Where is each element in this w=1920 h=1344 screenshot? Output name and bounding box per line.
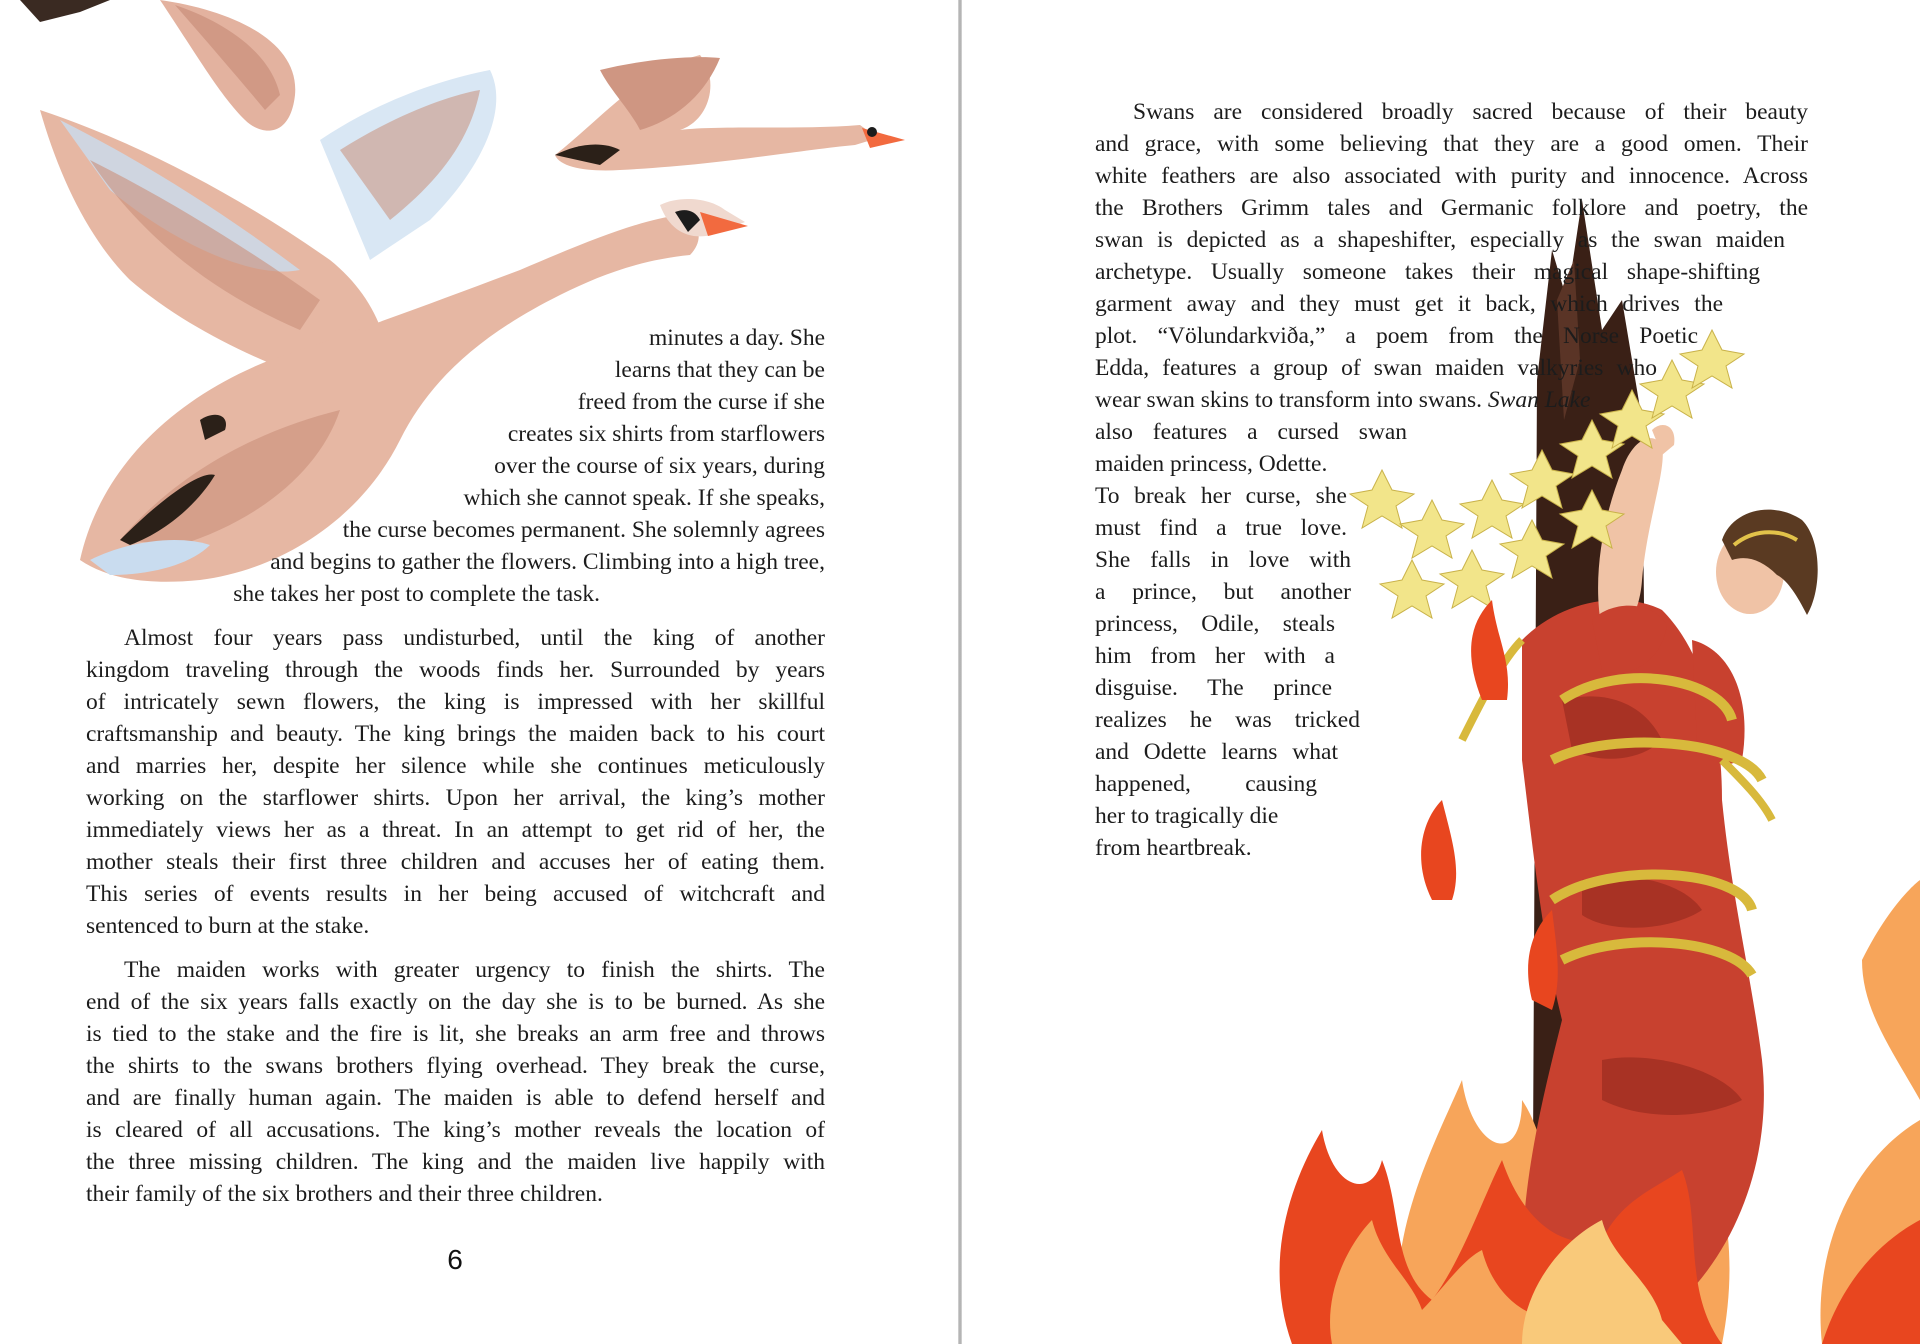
paragraph-odette xyxy=(1095,416,1407,864)
wrap-line-5: over the course of six years, during xyxy=(494,453,825,479)
text-line: The maiden works with greater urgency to finish the shirts. The xyxy=(124,957,825,983)
text-line: To break her curse, she xyxy=(1095,483,1347,509)
text-line: happened, causing xyxy=(1095,771,1317,797)
text-line: immediately views her as a threat. In an attempt to get rid of her, the xyxy=(86,817,825,843)
paragraph-king xyxy=(86,622,825,942)
text-line: This series of events results in her being accused of witchcraft and xyxy=(86,881,825,907)
text-line: him from her with a xyxy=(1095,643,1335,669)
paragraph-ending xyxy=(86,954,825,1210)
wrap-line-3: freed from the curse if she xyxy=(577,389,825,415)
corner-fragment xyxy=(20,0,110,22)
text-line: from heartbreak. xyxy=(1095,835,1252,861)
wrap-line-4: creates six shirts from starflowers xyxy=(507,421,825,447)
text-line: must find a true love. xyxy=(1095,515,1347,541)
wrap-line-7: the curse becomes permanent. She solemnly agrees xyxy=(342,517,825,543)
page-number: 6 xyxy=(447,1244,463,1275)
right-page xyxy=(962,0,1920,1344)
text-line: her to tragically die xyxy=(1095,803,1279,829)
text-line: also features a cursed swan xyxy=(1095,419,1407,445)
text-line: is cleared of all accusations. The king’s mother reveals the location of xyxy=(86,1117,825,1143)
text-line: mother steals their first three children and accuses her of eating them. xyxy=(86,849,825,875)
text-line: Swans are considered broadly sacred because of their beauty xyxy=(1133,99,1808,125)
text-line: swan is depicted as a shapeshifter, especially as the swan maiden xyxy=(1095,227,1785,253)
wrap-line-9: she takes her post to complete the task. xyxy=(233,581,600,607)
text-line: and Odette learns what xyxy=(1095,739,1338,765)
wrap-line-6: which she cannot speak. If she speaks, xyxy=(463,485,825,511)
text-line: archetype. Usually someone takes their magical shape-shifting xyxy=(1095,259,1760,285)
text-line: princess, Odile, steals xyxy=(1095,611,1335,637)
text-line: a prince, but another xyxy=(1095,579,1351,605)
text-line-prefix: wear swan skins to transform into swans. xyxy=(1095,387,1483,413)
text-line: the Brothers Grimm tales and Germanic folklore and poetry, the xyxy=(1095,195,1808,221)
paragraph-swans xyxy=(1095,96,1808,416)
text-line: Almost four years pass undisturbed, until the king of another xyxy=(124,625,825,651)
text-line: kingdom traveling through the woods finds her. Surrounded by years xyxy=(86,657,825,683)
text-line: realizes he was tricked xyxy=(1095,707,1360,733)
text-line: the shirts to the swans brothers flying overhead. They break the curse, xyxy=(86,1053,825,1079)
text-line: their family of the six brothers and their three children. xyxy=(86,1181,603,1207)
wrap-line-8: and begins to gather the flowers. Climbing into a high tree, xyxy=(270,549,825,575)
text-line: maiden princess, Odette. xyxy=(1095,451,1328,477)
left-page xyxy=(0,0,958,1344)
text-line: working on the starflower shirts. Upon her arrival, the king’s mother xyxy=(86,785,825,811)
text-line: the three missing children. The king and the maiden live happily with xyxy=(86,1149,825,1175)
text-line: and grace, with some believing that they are a good omen. Their xyxy=(1095,131,1808,157)
swan-top xyxy=(160,0,295,131)
wrap-line-1: minutes a day. She xyxy=(649,325,825,351)
text-line: is tied to the stake and the fire is lit, she breaks an arm free and throws xyxy=(86,1021,825,1047)
text-line: plot. “Völundarkviða,” a poem from the Norse Poetic xyxy=(1095,323,1698,349)
text-line: garment away and they must get it back, which drives the xyxy=(1095,291,1723,317)
text-line: sentenced to burn at the stake. xyxy=(86,913,370,939)
text-line: and are finally human again. The maiden is able to defend herself and xyxy=(86,1085,825,1111)
text-line: white feathers are also associated with purity and innocence. Across xyxy=(1095,163,1808,189)
text-line: disguise. The prince xyxy=(1095,675,1332,701)
swan-small xyxy=(555,55,905,170)
text-line: craftsmanship and beauty. The king brings the maiden back to his court xyxy=(86,721,825,747)
text-line: end of the six years falls exactly on the day she is to be burned. As she xyxy=(86,989,825,1015)
text-line: She falls in love with xyxy=(1095,547,1351,573)
text-line: Edda, features a group of swan maiden valkyries who xyxy=(1095,355,1657,381)
text-line: and marries her, despite her silence while she continues meticulously xyxy=(86,753,825,779)
wrap-line-2: learns that they can be xyxy=(614,357,825,383)
text-line: of intricately sewn flowers, the king is impressed with her skillful xyxy=(86,689,825,715)
text-line-swan-lake xyxy=(1095,384,1808,416)
swan-lake-title: Swan Lake xyxy=(1487,387,1591,413)
